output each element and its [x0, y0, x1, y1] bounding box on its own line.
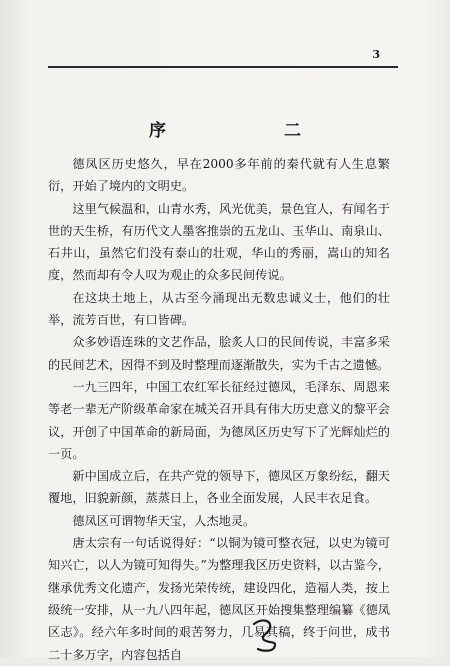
page-number: 3	[372, 48, 380, 61]
paragraph: 德凤区可谓物华天宝，人杰地灵。	[72, 513, 256, 528]
paragraph: 一九三四年，中国工农红军长征经过德凤，毛泽东、周恩来等老一辈无产阶级革命家在城关召开具有伟大历史意义的黎平会议，开创了中国革命的新局面，为德凤区历史写下了光辉灿烂的一页。	[48, 379, 390, 461]
handwritten-mark	[248, 616, 288, 654]
body-text	[48, 153, 390, 666]
header-rule	[48, 66, 398, 68]
section-title: 序 二	[149, 121, 357, 141]
paragraph: 众多妙语连珠的文艺作品，脍炙人口的民间传说，丰富多采的民间艺术，因得不到及时整理而逐渐散失，实为千古之遗憾。	[48, 335, 390, 372]
paragraph: 德凤区历史悠久，早在2000多年前的秦代就有人生息繁衍，开始了境内的文明史。	[48, 157, 390, 194]
paragraph: 新中国成立后，在共产党的领导下，德凤区万象纷纭，翻天覆地，旧貌新颜，蒸蒸日上，各业全面发展，人民丰衣足食。	[48, 469, 390, 506]
paragraph: 在这块土地上，从古至今涌现出无数忠诚义士，他们的壮举，流芳百世，有口皆碑。	[48, 290, 390, 328]
paragraph: 唐太宗有一句话说得好：“以铜为镜可整衣冠，以史为镜可知兴亡，以人为镜可知得失。”为整理我区历史资料，以古鉴今，继承优秀文化遗产，发扬光荣传统，建设四化，造福人类，按上级统一安排，从一九八四年起，德凤区开始搜集整理编纂《德凤区志》。经六年多时间的艰苦努力，几易其稿，终于问世，成书二十多万字，内容包括自	[48, 536, 390, 662]
paragraph: 这里气候温和，山青水秀，风光优美，景色宜人，有闻名于世的天生桥，有历代文人墨客推崇的五龙山、玉华山、南泉山、石井山，虽然它们没有泰山的壮观，华山的秀丽，嵩山的知名度，然而却有令人叹为观止的众多民间传说。	[48, 201, 390, 283]
